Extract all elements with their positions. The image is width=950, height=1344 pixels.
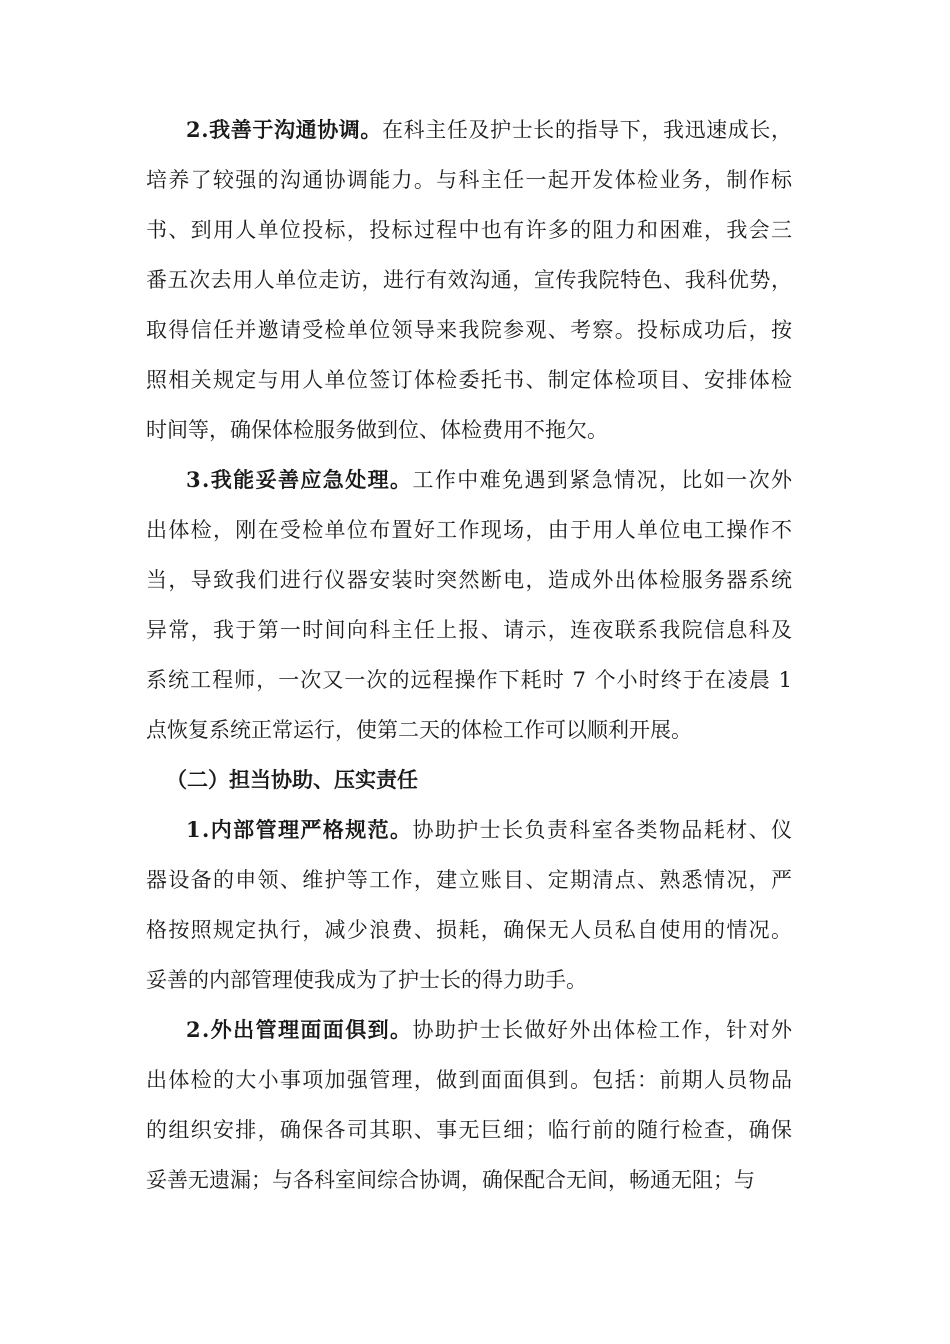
line-content (186, 110, 793, 150)
text-line (0, 410, 950, 450)
line-content (146, 710, 692, 750)
text-line (0, 760, 950, 800)
text-line (0, 160, 950, 200)
text-run: 的组织安排，确保各司其职、事无巨细；临行前的随行检查，确保 (146, 1118, 794, 1142)
text-line (0, 210, 950, 250)
text-line (0, 710, 950, 750)
text-run: 格按照规定执行，减少浪费、损耗，确保无人员私自使用的情况。 (146, 918, 794, 942)
text-run: 妥善的内部管理使我成为了护士长的得力助手。 (146, 968, 587, 992)
text-line (0, 1010, 950, 1050)
text-line (0, 1160, 950, 1200)
text-line (0, 610, 950, 650)
line-content (146, 960, 587, 1000)
text-run: 在科主任及护士长的指导下，我迅速成长， (382, 118, 793, 142)
line-content (146, 1160, 755, 1200)
line-content (146, 1060, 793, 1100)
line-content (146, 610, 793, 650)
line-content (146, 860, 793, 900)
text-line (0, 860, 950, 900)
line-content (146, 910, 793, 950)
text-run: 妥善无遗漏；与各科室间综合协调，确保配合无间，畅通无阻；与 (146, 1168, 755, 1192)
bold-run: （二）担当协助、压实责任 (166, 767, 418, 792)
text-run: 工作中难免遇到紧急情况，比如一次外 (412, 468, 794, 492)
text-run: 当，导致我们进行仪器安装时突然断电，造成外出体检服务器系统 (146, 568, 794, 592)
text-line (0, 660, 950, 700)
line-content (146, 560, 793, 600)
text-line (0, 360, 950, 400)
text-line (0, 260, 950, 300)
text-run: 异常，我于第一时间向科主任上报、请示，连夜联系我院信息科及 (146, 618, 794, 642)
text-line (0, 910, 950, 950)
bold-run: 2.外出管理面面俱到。 (186, 1017, 413, 1042)
text-run: 照相关规定与用人单位签订体检委托书、制定体检项目、安排体检 (146, 368, 794, 392)
text-line (0, 310, 950, 350)
line-content (146, 210, 793, 250)
line-content (146, 160, 793, 200)
text-line (0, 510, 950, 550)
text-line (0, 1060, 950, 1100)
text-run: 点恢复系统正常运行，使第二天的体检工作可以顺利开展。 (146, 718, 692, 742)
text-run: 协助护士长负责科室各类物品耗材、仪 (412, 818, 794, 842)
line-content (146, 310, 793, 350)
text-line (0, 460, 950, 500)
text-line (0, 810, 950, 850)
text-run: 取得信任并邀请受检单位领导来我院参观、考察。投标成功后，按 (146, 318, 794, 342)
line-content (166, 760, 418, 800)
text-line (0, 560, 950, 600)
bold-run: 2.我善于沟通协调。 (186, 117, 383, 142)
text-run: 出体检，刚在受检单位布置好工作现场，由于用人单位电工操作不 (146, 518, 794, 542)
text-run: 时间等，确保体检服务做到位、体检费用不拖欠。 (146, 418, 608, 442)
text-run: 器设备的申领、维护等工作，建立账目、定期清点、熟悉情况，严 (146, 868, 794, 892)
text-run: 出体检的大小事项加强管理，做到面面俱到。包括：前期人员物品 (146, 1068, 794, 1092)
line-content (186, 1010, 793, 1050)
line-content (146, 510, 793, 550)
text-run: 番五次去用人单位走访，进行有效沟通，宣传我院特色、我科优势， (146, 268, 793, 292)
text-run: 书、到用人单位投标，投标过程中也有许多的阻力和困难，我会三 (146, 218, 794, 242)
line-content (146, 410, 608, 450)
line-content (186, 460, 793, 500)
text-run: 协助护士长做好外出体检工作，针对外 (412, 1018, 794, 1042)
text-line (0, 960, 950, 1000)
line-content (186, 810, 793, 850)
line-content (146, 1110, 793, 1150)
line-content (146, 360, 793, 400)
line-content (146, 260, 793, 300)
text-run: 培养了较强的沟通协调能力。与科主任一起开发体检业务，制作标 (146, 168, 794, 192)
bold-run: 3.我能妥善应急处理。 (186, 467, 413, 492)
bold-run: 1.内部管理严格规范。 (186, 817, 413, 842)
text-line (0, 110, 950, 150)
text-run: 系统工程师，一次又一次的远程操作下耗时 7 个小时终于在凌晨 1 (146, 668, 794, 692)
text-line (0, 1110, 950, 1150)
line-content (146, 660, 793, 700)
